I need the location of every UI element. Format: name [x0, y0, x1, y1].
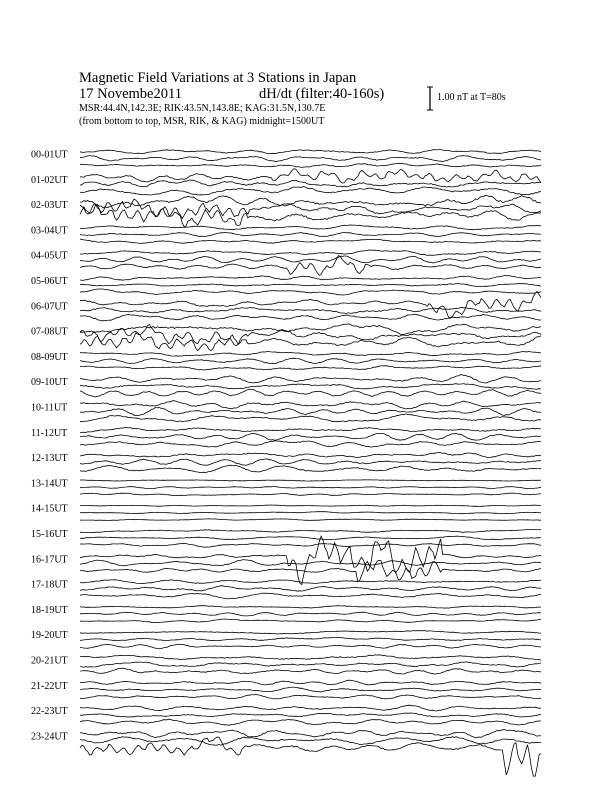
hour-label: 13-14UT — [31, 478, 68, 490]
trace-kag — [80, 680, 541, 685]
trace-msr — [80, 668, 541, 674]
trace-msr — [80, 719, 541, 725]
trace-msr — [80, 333, 541, 351]
hour-label: 06-07UT — [31, 301, 68, 313]
trace-msr — [80, 543, 541, 547]
hour-label: 18-19UT — [31, 604, 68, 616]
hour-label: 07-08UT — [31, 326, 68, 338]
hour-label: 10-11UT — [31, 402, 68, 414]
trace-kag — [80, 225, 541, 230]
trace-msr — [80, 289, 541, 295]
trace-msr — [80, 366, 541, 370]
trace-rik — [80, 232, 541, 236]
trace-rik — [80, 256, 541, 263]
traces — [80, 150, 541, 777]
hour-label: 01-02UT — [31, 174, 68, 186]
hour-label: 22-23UT — [31, 706, 68, 718]
trace-kag — [80, 401, 541, 409]
trace-msr — [80, 163, 541, 167]
hour-label: 09-10UT — [31, 377, 68, 389]
trace-kag — [80, 352, 541, 357]
trace-rik — [80, 459, 541, 466]
trace-kag — [80, 452, 541, 457]
hour-label: 11-12UT — [31, 427, 68, 439]
hour-label: 14-15UT — [31, 503, 68, 515]
trace-rik — [80, 307, 541, 313]
trace-msr — [80, 465, 541, 473]
trace-msr — [80, 414, 541, 422]
station-order-note: (from bottom to top, MSR, RIK, & KAG) midnight=1500UT — [79, 116, 325, 127]
trace-rik — [80, 433, 541, 440]
trace-kag — [80, 291, 541, 317]
trace-kag — [80, 480, 541, 481]
trace-kag — [80, 505, 541, 506]
trace-msr — [80, 593, 541, 599]
hour-label: 03-04UT — [31, 225, 68, 237]
hour-label: 04-05UT — [31, 250, 68, 262]
trace-msr — [80, 314, 541, 321]
trace-msr — [80, 644, 541, 648]
hour-label: 21-22UT — [31, 680, 68, 692]
trace-rik — [80, 560, 541, 566]
hour-label: 08-09UT — [31, 351, 68, 363]
trace-kag — [80, 529, 541, 532]
trace-rik — [80, 284, 541, 287]
trace-kag — [80, 169, 541, 183]
trace-kag — [80, 580, 541, 584]
hour-label: 00-01UT — [31, 149, 68, 161]
station-coordinates: MSR:44.4N,142.3E; RIK:43.5N,143.8E; KAG:31.5N,130.7E — [79, 103, 326, 114]
trace-kag — [80, 705, 541, 711]
trace-kag — [80, 276, 541, 281]
scale-label: 1.00 nT at T=80s — [437, 92, 506, 103]
hour-label: 02-03UT — [31, 200, 68, 212]
trace-msr — [80, 256, 541, 276]
trace-msr — [80, 737, 541, 776]
trace-kag — [80, 195, 541, 208]
scale-bar — [427, 87, 433, 110]
trace-kag — [80, 250, 541, 255]
trace-msr — [80, 239, 541, 243]
trace-msr — [80, 493, 541, 496]
trace-msr — [80, 519, 541, 521]
trace-msr — [80, 187, 541, 196]
trace-rik — [80, 407, 541, 415]
trace-rik — [80, 358, 541, 363]
trace-rik — [80, 662, 541, 667]
trace-kag — [80, 536, 541, 584]
trace-rik — [80, 536, 541, 540]
trace-kag — [80, 655, 541, 660]
trace-kag — [80, 375, 541, 383]
date-label: 17 Novembe2011 — [79, 86, 182, 102]
trace-kag — [80, 730, 541, 738]
trace-msr — [80, 694, 541, 699]
hour-label: 17-18UT — [31, 579, 68, 591]
trace-kag — [80, 150, 541, 154]
trace-msr — [80, 205, 541, 227]
trace-msr — [80, 441, 541, 447]
trace-rik — [80, 637, 541, 640]
trace-msr — [80, 619, 541, 623]
hour-label: 23-24UT — [31, 731, 68, 743]
trace-kag — [80, 427, 541, 432]
trace-rik — [80, 713, 541, 717]
trace-rik — [80, 384, 541, 390]
trace-rik — [80, 156, 541, 162]
trace-rik — [80, 487, 541, 489]
hour-label: 20-21UT — [31, 655, 68, 667]
hour-label: 15-16UT — [31, 529, 68, 540]
trace-rik — [80, 512, 541, 514]
trace-rik — [80, 586, 541, 592]
hour-label: 12-13UT — [31, 453, 68, 465]
trace-rik — [80, 687, 541, 692]
hour-label: 05-06UT — [31, 276, 68, 287]
trace-kag — [80, 324, 541, 334]
hour-label: 16-17UT — [31, 554, 68, 566]
trace-kag — [80, 631, 541, 634]
trace-rik — [80, 612, 541, 616]
chart-title: Magnetic Field Variations at 3 Stations in Japan — [79, 70, 357, 86]
hour-labels — [31, 150, 68, 743]
trace-msr — [80, 389, 541, 397]
filter-label: dH/dt (filter:40-160s) — [259, 86, 385, 102]
hour-label: 19-20UT — [31, 630, 68, 642]
trace-kag — [80, 606, 541, 609]
